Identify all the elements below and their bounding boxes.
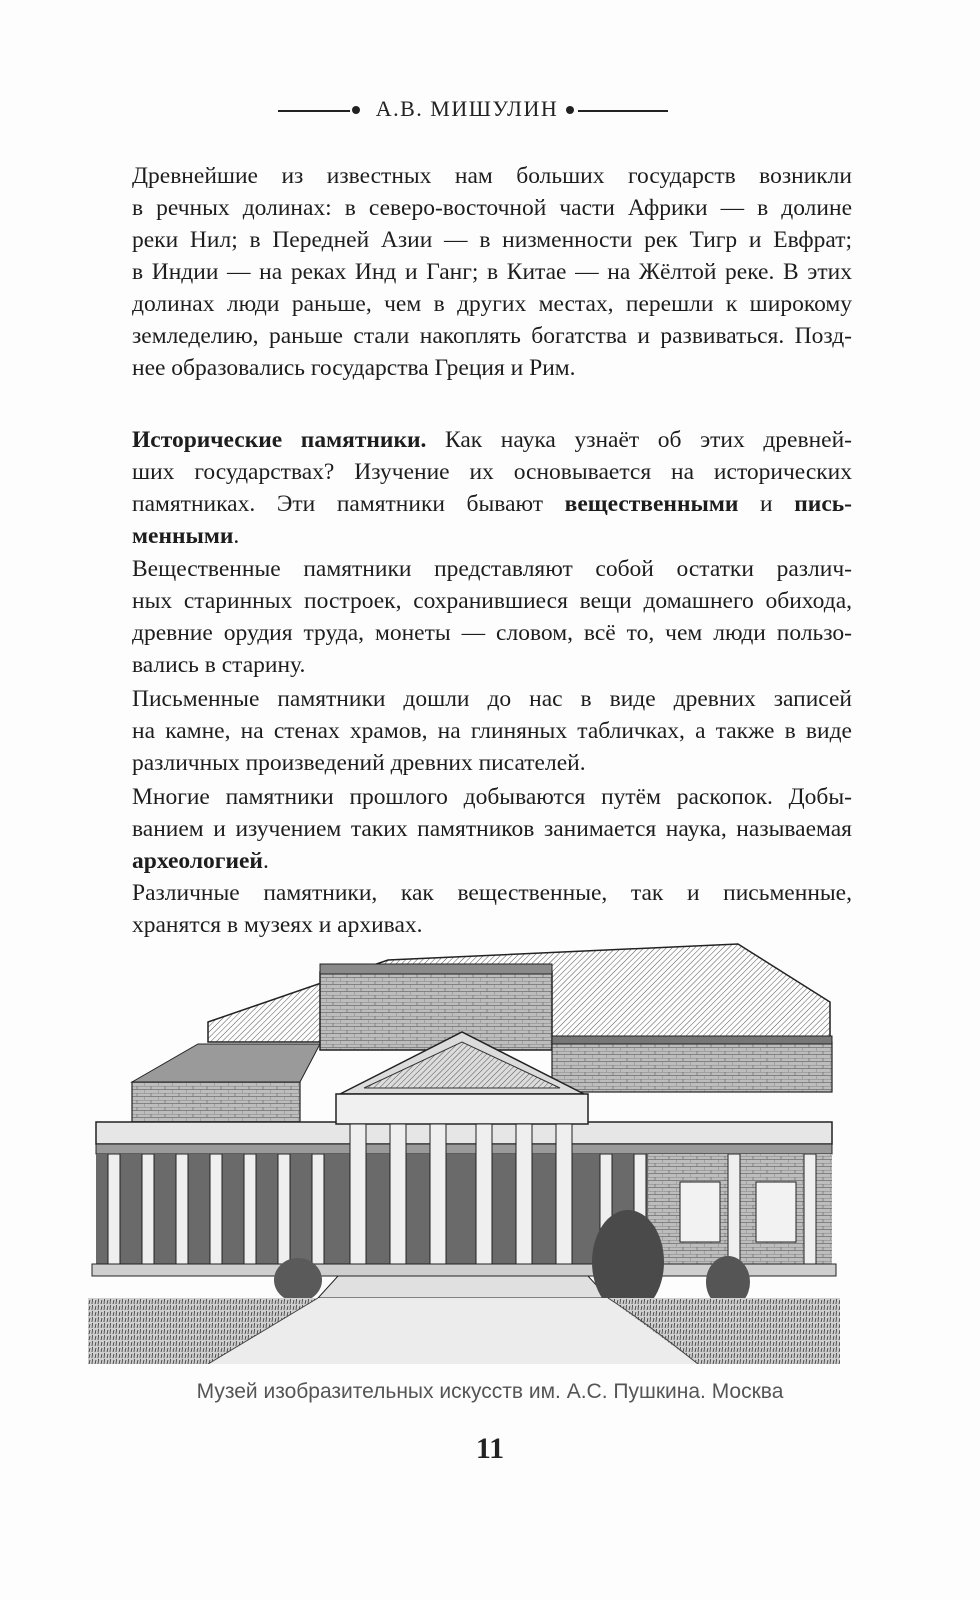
para-line: Различные памятники, как вещественные, так и письменные, <box>132 880 852 906</box>
term-material: вещественными <box>564 491 739 517</box>
intro-line: долинах люди раньше, чем в других местах, перешли к широкому <box>132 291 852 317</box>
intro-line: Древнейшие из известных нам больших государств возникли <box>132 163 852 189</box>
term-written-part2: менными <box>132 523 234 549</box>
section-line <box>132 424 852 456</box>
intro-line: в Индии — на реках Инд и Ганг; в Китае — на Жёлтой реке. В этих <box>132 259 852 285</box>
running-header <box>0 96 980 126</box>
page-number: 11 <box>475 1432 505 1465</box>
intro-line: реки Нил; в Передней Азии — в низменности рек Тигр и Евфрат; <box>132 227 852 253</box>
para-line: хранятся в музеях и архивах. <box>132 912 423 938</box>
header-rule-left <box>278 110 350 112</box>
intro-paragraph <box>132 160 852 384</box>
para-line: на камне, на стенах храмов, на глиняных табличках, а также в виде <box>132 718 852 744</box>
historical-monuments-paragraph <box>132 424 852 552</box>
header-dot-right <box>566 106 574 114</box>
section-line-3-text: памятниках. Эти памятники бывают <box>132 491 565 517</box>
section-line <box>132 488 852 520</box>
para-line: древние орудия труда, монеты — словом, всё то, чем люди пользо- <box>132 620 852 646</box>
intro-line: нее образовались государства Греция и Рим. <box>132 355 576 381</box>
term-archaeology: археологией <box>132 848 263 874</box>
section-heading: Исторические памятники. <box>132 427 427 453</box>
archaeology-paragraph <box>132 781 852 877</box>
written-monuments-paragraph <box>132 683 852 779</box>
para-line: Вещественные памятники представляют собой остатки различ- <box>132 556 852 582</box>
section-line <box>132 520 852 552</box>
para-line: Многие памятники прошлого добываются путём раскопок. Добы- <box>132 784 852 810</box>
section-line: ших государствах? Изучение их основывается на исторических <box>132 459 852 485</box>
para-line: ванием и изучением таких памятников занимается наука, называемая <box>132 816 852 842</box>
material-monuments-paragraph <box>132 553 852 681</box>
archaeology-period: . <box>262 848 269 874</box>
intro-line: земледелию, раньше стали накоплять богатства и развиваться. Позд- <box>132 323 852 349</box>
museum-illustration <box>88 932 840 1364</box>
section-line-1-rest: Как наука узнаёт об этих древней- <box>426 427 852 453</box>
para-line: различных произведений древних писателей. <box>132 750 586 776</box>
para-line <box>132 845 852 877</box>
intro-line: в речных долинах: в северо-восточной части Африки — в долине <box>132 195 852 221</box>
header-dot-left <box>352 106 360 114</box>
museum-engraving <box>88 932 840 1364</box>
para-line: вались в старину. <box>132 652 306 678</box>
section-line-4-period: . <box>233 523 240 549</box>
term-written-part1: пись- <box>794 491 852 517</box>
header-rule-right <box>578 110 668 112</box>
section-line-3-and: и <box>738 491 795 517</box>
para-line: ных старинных построек, сохранившиеся вещи домашнего обихода, <box>132 588 852 614</box>
figure-caption: Музей изобразительных искусств им. А.С. Пушкина. Москва <box>196 1380 784 1403</box>
header-author: А.В. МИШУЛИН <box>375 96 559 121</box>
para-line: Письменные памятники дошли до нас в виде древних записей <box>132 686 852 712</box>
